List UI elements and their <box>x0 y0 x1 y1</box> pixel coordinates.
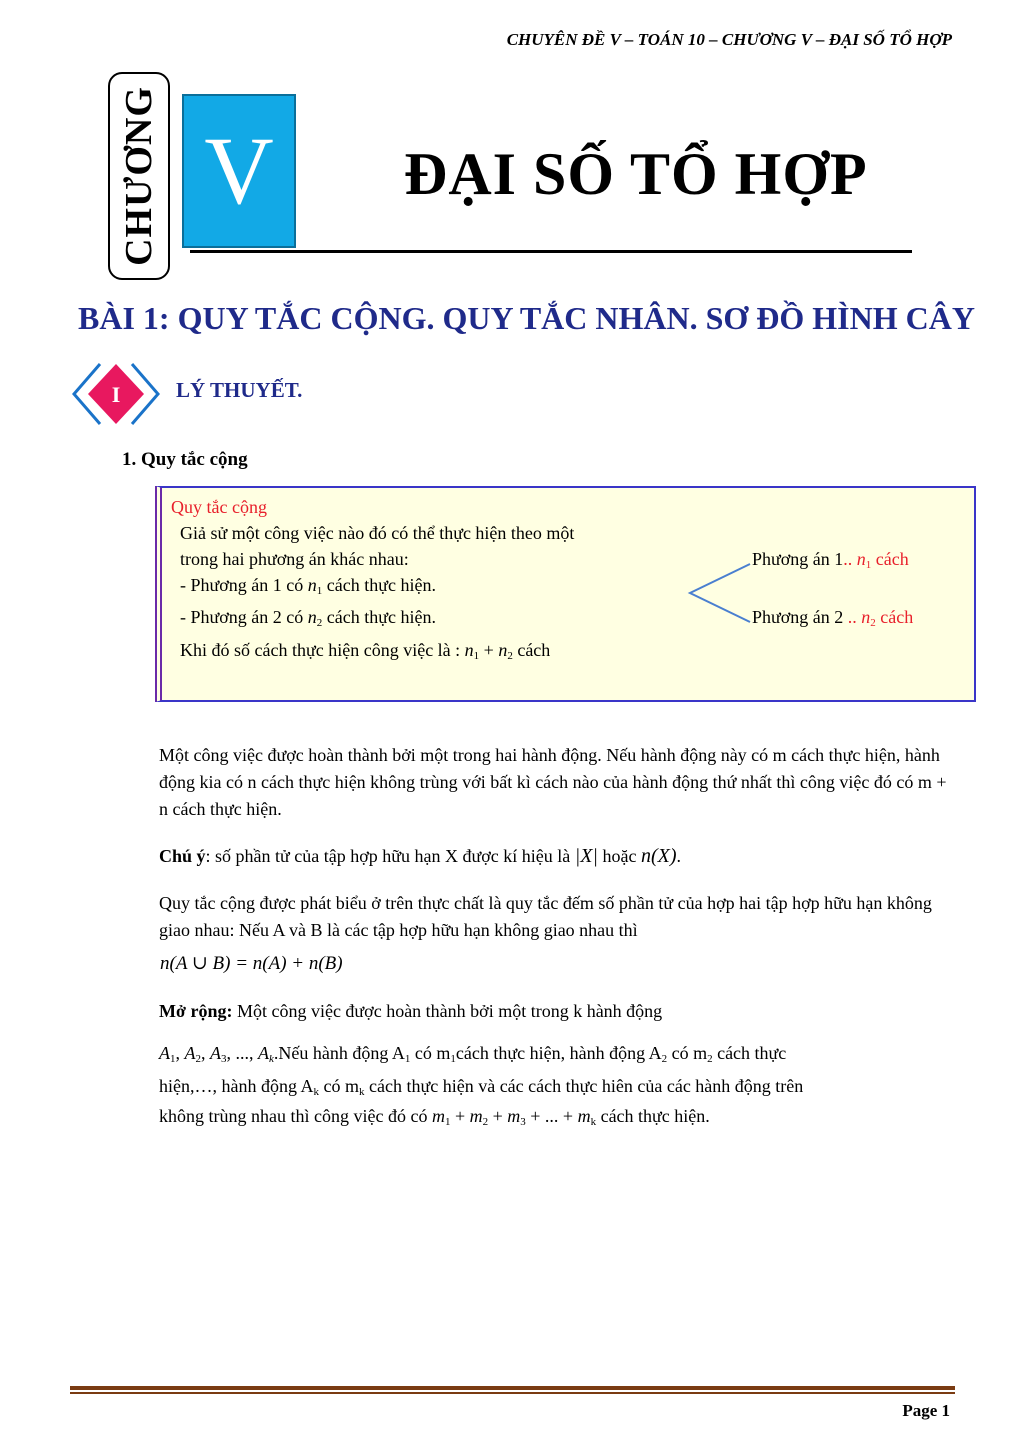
note-paragraph: Chú ý: số phần tử của tập hợp hữu hạn X được kí hiệu là |X| hoặc n(X). <box>159 845 682 867</box>
chapter-number: V <box>204 117 274 224</box>
rule-box-line-1: Giả sử một công việc nào đó có thể thực hiện theo một <box>180 523 575 543</box>
paragraph-3: Quy tắc cộng được phát biểu ở trên thực chất là quy tắc đếm số phần tử của hợp hai tập hợp hữu hạn không giao nhau: Nếu A và B là các tập hợp hữu hạn không giao nhau thì <box>159 893 932 940</box>
union-formula: n(A ∪ B) = n(A) + n(B) <box>160 953 343 974</box>
rule-box-line-2: trong hai phương án khác nhau: <box>180 549 409 569</box>
footer-rule <box>70 1386 955 1394</box>
extension-paragraph: Mở rộng: Một công việc được hoàn thành bởi một trong k hành động <box>159 1001 663 1021</box>
extension-line-1: $A_1$, $A_2$, $A_3$, ..., $A_k.Nếu$ hành động $A_1$ có $m_1cách$ thực hiện, hành động $A_2$ có $m_2$ cách thực <box>159 1043 787 1065</box>
page-number: Page 1 <box>902 1401 950 1420</box>
section-numeral: I <box>111 382 121 407</box>
chapter-label: CHƯƠNG <box>118 86 160 266</box>
rule-box-line-5: Khi đó số cách thực hiện công việc là : $n_1 + n_2$ cách <box>180 640 551 662</box>
diagram-option-1: Phương án 1.. $n_1$ cách <box>752 549 909 571</box>
extension-line-3: không trùng nhau thì công việc đó có $m_1 + m_2 + m_3$ + ... + $m_k$ cách thực hiện. <box>159 1106 710 1128</box>
rule-box-title: Quy tắc cộng <box>171 497 267 517</box>
section-badge-icon <box>70 360 162 428</box>
chapter-label-box <box>108 72 170 280</box>
chapter-rule <box>190 250 912 253</box>
chapter-title: ĐẠI SỐ TỔ HỢP <box>404 141 868 207</box>
section-title: LÝ THUYẾT. <box>176 378 303 402</box>
lesson-title: BÀI 1: QUY TẮC CỘNG. QUY TẮC NHÂN. SƠ ĐỒ HÌNH CÂY <box>78 300 975 336</box>
running-header: CHUYÊN ĐỀ V – TOÁN 10 – CHƯƠNG V – ĐẠI SỐ TỔ HỢP <box>506 30 952 49</box>
chapter-number-box <box>182 94 296 248</box>
diagram-option-2: Phương án 2 .. $n_2$ cách <box>752 607 914 629</box>
subsection-title: 1. Quy tắc cộng <box>122 449 248 470</box>
rule-box-line-3: - Phương án 1 có $n_1$ cách thực hiện. <box>180 575 436 597</box>
paragraph-1: Một công việc được hoàn thành bởi một trong hai hành động. Nếu hành động này có m cách thực hiện, hành động kia có n cách thực hiện không trùng với bất kì cách nào của hành động thứ nhất thì công việc đó có m + n cách thực hiện. <box>159 745 947 819</box>
extension-line-2: hiện,…, hành động $A_k$ có $m_k$ cách thực hiện và các cách thực hiên của các hành động trên <box>159 1076 804 1098</box>
rule-box-line-4: - Phương án 2 có $n_2$ cách thực hiện. <box>180 607 436 629</box>
branch-diagram-icon <box>684 560 754 626</box>
